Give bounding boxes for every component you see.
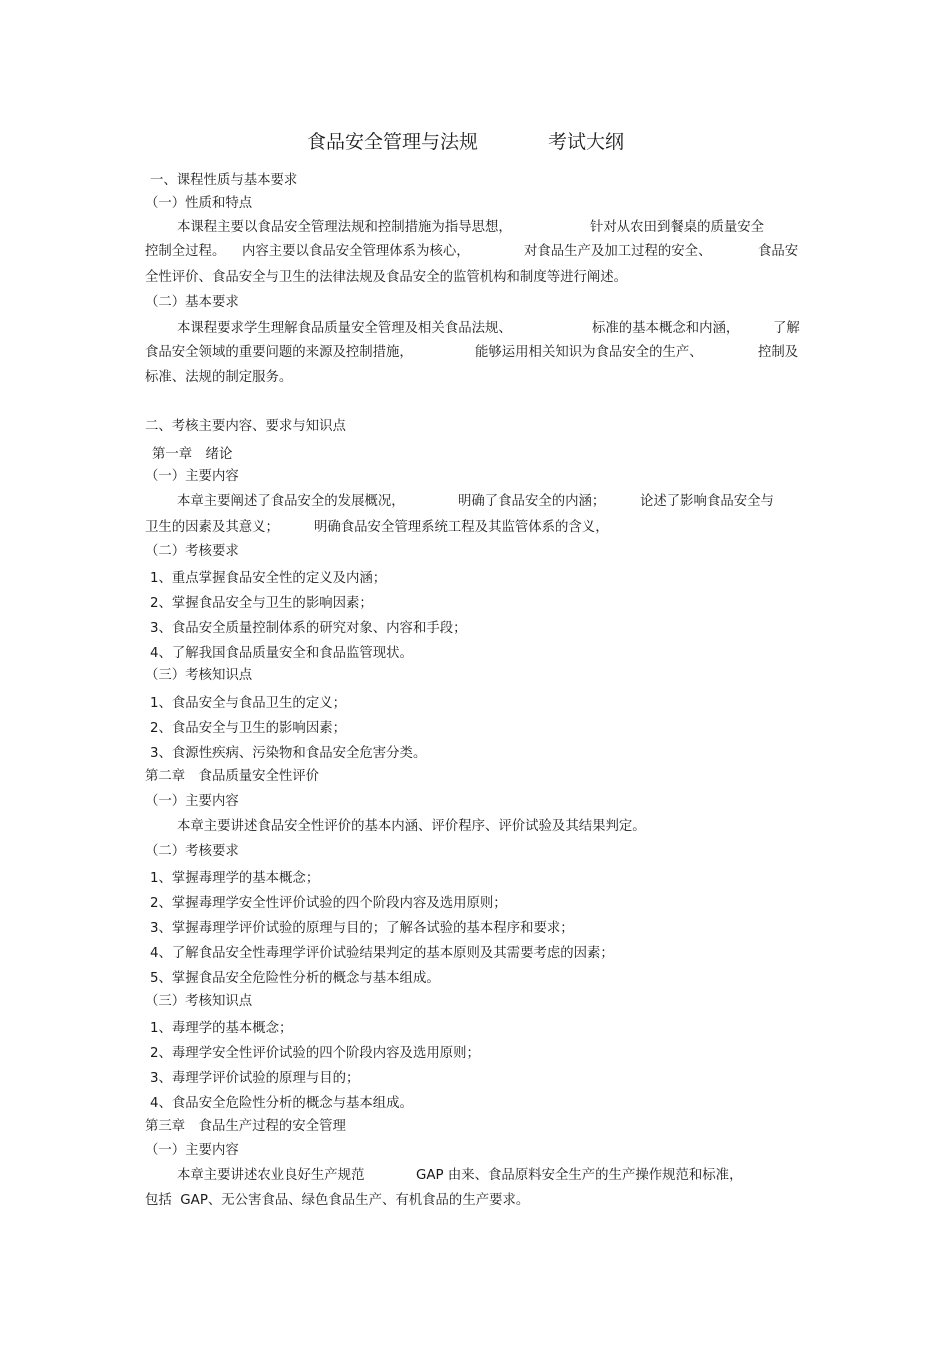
list-item: 5、掌握食品安全危险性分析的概念与基本组成。 xyxy=(150,971,440,986)
chapter-1-title: 第一章 绪论 xyxy=(152,447,233,462)
list-item: 3、食品安全质量控制体系的研究对象、内容和手段； xyxy=(150,621,467,636)
subsection-heading: （二）基本要求 xyxy=(145,295,239,310)
list-item: 4、了解食品安全性毒理学评价试验结果判定的基本原则及其需要考虑的因素； xyxy=(150,946,614,961)
list-item: 4、食品安全危险性分析的概念与基本组成。 xyxy=(150,1096,413,1111)
chapter-3-title: 第三章 食品生产过程的安全管理 xyxy=(145,1119,346,1134)
chapter-2-title: 第二章 食品质量安全性评价 xyxy=(145,769,320,784)
list-item: 1、掌握毒理学的基本概念； xyxy=(150,871,320,886)
subsection-heading: （二）考核要求 xyxy=(145,544,239,559)
paragraph-line: 明确了食品安全的内涵； xyxy=(458,494,606,509)
paragraph-line: 控制及 xyxy=(758,345,799,360)
paragraph-line: 明确食品安全管理系统工程及其监管体系的含义， xyxy=(314,520,609,535)
section-1-heading: 一、课程性质与基本要求 xyxy=(150,173,298,188)
paragraph-line: 本章主要讲述食品安全性评价的基本内涵、评价程序、评价试验及其结果判定。 xyxy=(177,819,646,834)
paragraph-line: 针对从农田到餐桌的质量安全 xyxy=(590,220,765,235)
subsection-heading: （三）考核知识点 xyxy=(145,668,253,683)
list-item: 1、毒理学的基本概念； xyxy=(150,1021,293,1036)
paragraph-line: 标准、法规的制定服务。 xyxy=(145,370,293,385)
paragraph-line: 论述了影响食品安全与 xyxy=(640,494,774,509)
doc-title-suffix: 考试大纲 xyxy=(548,131,625,153)
paragraph-line: 能够运用相关知识为食品安全的生产、 xyxy=(475,345,703,360)
paragraph-line: 全性评价、食品安全与卫生的法律法规及食品安全的监管机构和制度等进行阐述。 xyxy=(145,270,628,285)
paragraph-line: 食品安 xyxy=(758,244,799,259)
subsection-heading: （三）考核知识点 xyxy=(145,994,253,1009)
subsection-heading: （一）主要内容 xyxy=(145,794,239,809)
list-item: 2、掌握毒理学安全性评价试验的四个阶段内容及选用原则； xyxy=(150,896,507,911)
list-item: 2、掌握食品安全与卫生的影响因素； xyxy=(150,596,373,611)
subsection-heading: （一）主要内容 xyxy=(145,1143,239,1158)
subsection-heading: （二）考核要求 xyxy=(145,844,239,859)
paragraph-line: 本章主要讲述农业良好生产规范 xyxy=(177,1168,365,1183)
paragraph-line: 标准的基本概念和内涵， xyxy=(592,321,740,336)
list-item: 4、了解我国食品质量安全和食品监管现状。 xyxy=(150,646,413,661)
doc-title-main: 食品安全管理与法规 xyxy=(307,131,479,153)
subsection-heading: （一）主要内容 xyxy=(145,469,239,484)
paragraph-line: 控制全过程。 xyxy=(145,244,226,259)
paragraph-line: 卫生的因素及其意义； xyxy=(145,520,279,535)
list-item: 1、食品安全与食品卫生的定义； xyxy=(150,696,346,711)
paragraph-line: 本章主要阐述了食品安全的发展概况， xyxy=(177,494,405,509)
list-item: 3、食源性疾病、污染物和食品安全危害分类。 xyxy=(150,746,427,761)
list-item: 3、掌握毒理学评价试验的原理与目的；了解各试验的基本程序和要求； xyxy=(150,921,574,936)
section-2-heading: 二、考核主要内容、要求与知识点 xyxy=(145,419,346,434)
paragraph-line: 内容主要以食品安全管理体系为核心， xyxy=(242,244,470,259)
paragraph-line: 对食品生产及加工过程的安全、 xyxy=(524,244,712,259)
list-item: 2、毒理学安全性评价试验的四个阶段内容及选用原则； xyxy=(150,1046,480,1061)
paragraph-line: 包括 GAP、无公害食品、绿色食品生产、有机食品的生产要求。 xyxy=(145,1193,530,1208)
list-item: 2、食品安全与卫生的影响因素； xyxy=(150,721,346,736)
paragraph-line: GAP 由来、食品原料安全生产的生产操作规范和标准， xyxy=(416,1168,743,1183)
paragraph-line: 食品安全领域的重要问题的来源及控制措施， xyxy=(145,345,413,360)
paragraph-line: 本课程主要以食品安全管理法规和控制措施为指导思想， xyxy=(177,220,512,235)
paragraph-line: 本课程要求学生理解食品质量安全管理及相关食品法规、 xyxy=(177,321,512,336)
paragraph-line: 了解 xyxy=(773,321,800,336)
list-item: 1、重点掌握食品安全性的定义及内涵； xyxy=(150,571,387,586)
list-item: 3、毒理学评价试验的原理与目的； xyxy=(150,1071,360,1086)
subsection-heading: （一）性质和特点 xyxy=(145,196,253,211)
